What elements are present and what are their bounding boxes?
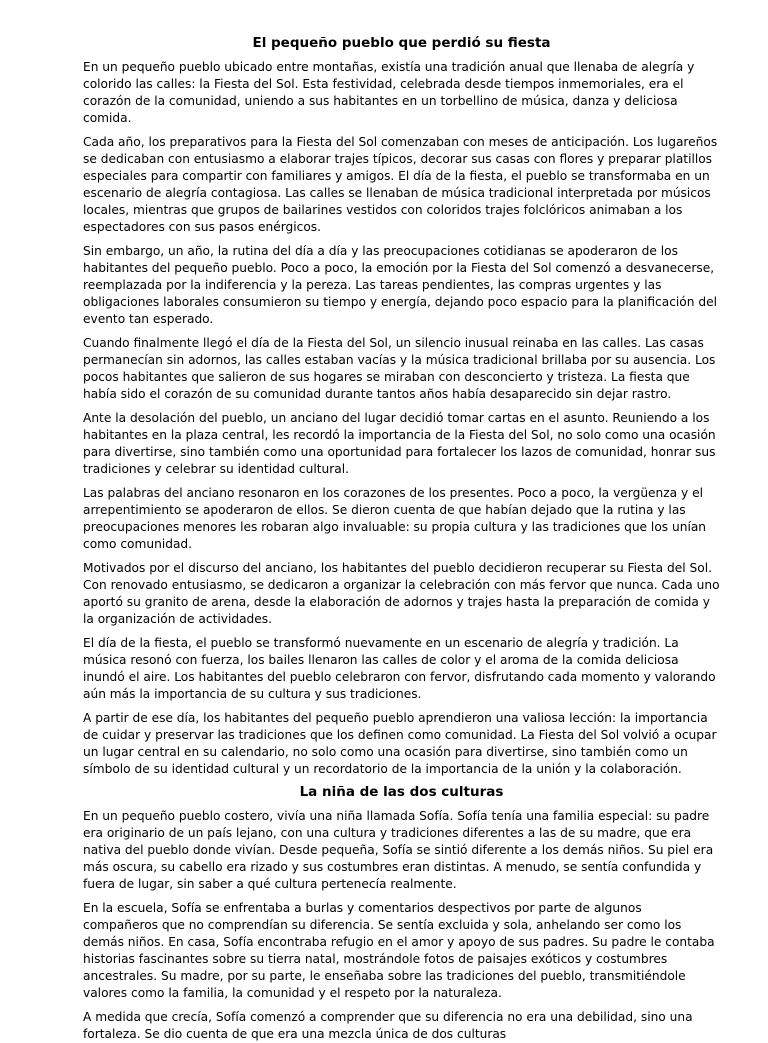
paragraph: Sin embargo, un año, la rutina del día a día y las preocupaciones cotidianas se apoderaron de los habitantes del pequeño pueblo. Poco a poco, la emoción por la Fiesta del Sol comenzó a desvanecerse, reemplazada por la indiferencia y la pereza. Las tareas pendientes, las compras urgentes y las obligaciones laborales consumieron su tiempo y energía, dejando poco espacio para la planificación del evento tan esperado. <box>83 244 717 326</box>
paragraph: Las palabras del anciano resonaron en los corazones de los presentes. Poco a poco, la vergüenza y el arrepentimiento se apoderaron de ellos. Se dieron cuenta de que habían dejado que la rutina y las preocupaciones menores les robaran algo invaluable: su propia cultura y las tradiciones que los unían como comunidad. <box>83 486 707 551</box>
paragraph: En un pequeño pueblo costero, vivía una niña llamada Sofía. Sofía tenía una familia especial: su padre era originario de un país lejano, con una cultura y tradiciones diferentes a las de su madre, que era nativa del pueblo donde vivían. Desde pequeña, Sofía se sintió diferente a los demás niños. Su piel era más oscura, su cabello era rizado y sus costumbres eran distintas. A menudo, se sentía confundida y fuera de lugar, sin saber a qué cultura pertenecía realmente. <box>83 809 714 891</box>
story-title: La niña de las dos culturas <box>299 784 504 800</box>
paragraph: En un pequeño pueblo ubicado entre montañas, existía una tradición anual que llenaba de alegría y colorido las calles: la Fiesta del Sol. Esta festividad, celebrada desde tiempos inmemoriales, era el corazón de la comunidad, uniendo a sus habitantes en un torbellino de música, danza y deliciosa comida. <box>83 60 695 125</box>
paragraph: Ante la desolación del pueblo, un anciano del lugar decidió tomar cartas en el asunto. Reuniendo a los habitantes en la plaza central, les recordó la importancia de la Fiesta del Sol, no solo como una ocasión para divertirse, sino también como una oportunidad para fortalecer los lazos de comunidad, honrar sus tradiciones y celebrar su identidad cultural. <box>83 411 716 476</box>
paragraph: A partir de ese día, los habitantes del pequeño pueblo aprendieron una valiosa lección: la importancia de cuidar y preservar las tradiciones que los definen como comunidad. La Fiesta del Sol volvió a ocupar un lugar central en su calendario, no solo como una ocasión para divertirse, sino también como un símbolo de su identidad cultural y un recordatorio de la importancia de la unión y la colaboración. <box>83 711 717 776</box>
story-title: El pequeño pueblo que perdió su fiesta <box>252 35 551 51</box>
paragraph: Cada año, los preparativos para la Fiesta del Sol comenzaban con meses de anticipación. Los lugareños se dedicaban con entusiasmo a elaborar trajes típicos, decorar sus casas con flores y preparar platillos especiales para compartir con familiares y amigos. El día de la fiesta, el pueblo se transformaba en un escenario de alegría contagiosa. Las calles se llenaban de música tradicional interpretada por músicos locales, mientras que grupos de bailarines vestidos con coloridos trajes folclóricos animaban a los espectadores con sus pasos enérgicos. <box>83 135 718 234</box>
paragraph: Motivados por el discurso del anciano, los habitantes del pueblo decidieron recuperar su Fiesta del Sol. Con renovado entusiasmo, se dedicaron a organizar la celebración con más fervor que nunca. Cada uno aportó su granito de arena, desde la elaboración de adornos y trajes hasta la preparación de comida y la organización de actividades. <box>83 561 720 626</box>
paragraph: A medida que crecía, Sofía comenzó a comprender que su diferencia no era una debilidad, sino una fortaleza. Se dio cuenta de que era una mezcla única de dos culturas <box>83 1010 693 1041</box>
paragraph: El día de la fiesta, el pueblo se transformó nuevamente en un escenario de alegría y tradición. La música resonó con fuerza, los bailes llenaron las calles de color y el aroma de la comida deliciosa inundó el aire. Los habitantes del pueblo celebraron con fervor, disfrutando cada momento y valorando aún más la importancia de su cultura y sus tradiciones. <box>83 636 716 701</box>
paragraph: En la escuela, Sofía se enfrentaba a burlas y comentarios despectivos por parte de algunos compañeros que no comprendían su diferencia. Se sentía excluida y sola, anhelando ser como los demás niños. En casa, Sofía encontraba refugio en el amor y apoyo de sus padres. Su padre le contaba historias fascinantes sobre su tierra natal, mostrándole fotos de paisajes exóticos y costumbres ancestrales. Su madre, por su parte, le enseñaba sobre las tradiciones del pueblo, transmitiéndole valores como la familia, la comunidad y el respeto por la naturaleza. <box>83 901 715 1000</box>
paragraph: Cuando finalmente llegó el día de la Fiesta del Sol, un silencio inusual reinaba en las calles. Las casas permanecían sin adornos, las calles estaban vacías y la música tradicional brillaba por su ausencia. Los pocos habitantes que salieron de sus hogares se miraban con desconcierto y tristeza. La fiesta que había sido el corazón de su comunidad durante tantos años había desaparecido sin dejar rastro. <box>83 336 716 401</box>
